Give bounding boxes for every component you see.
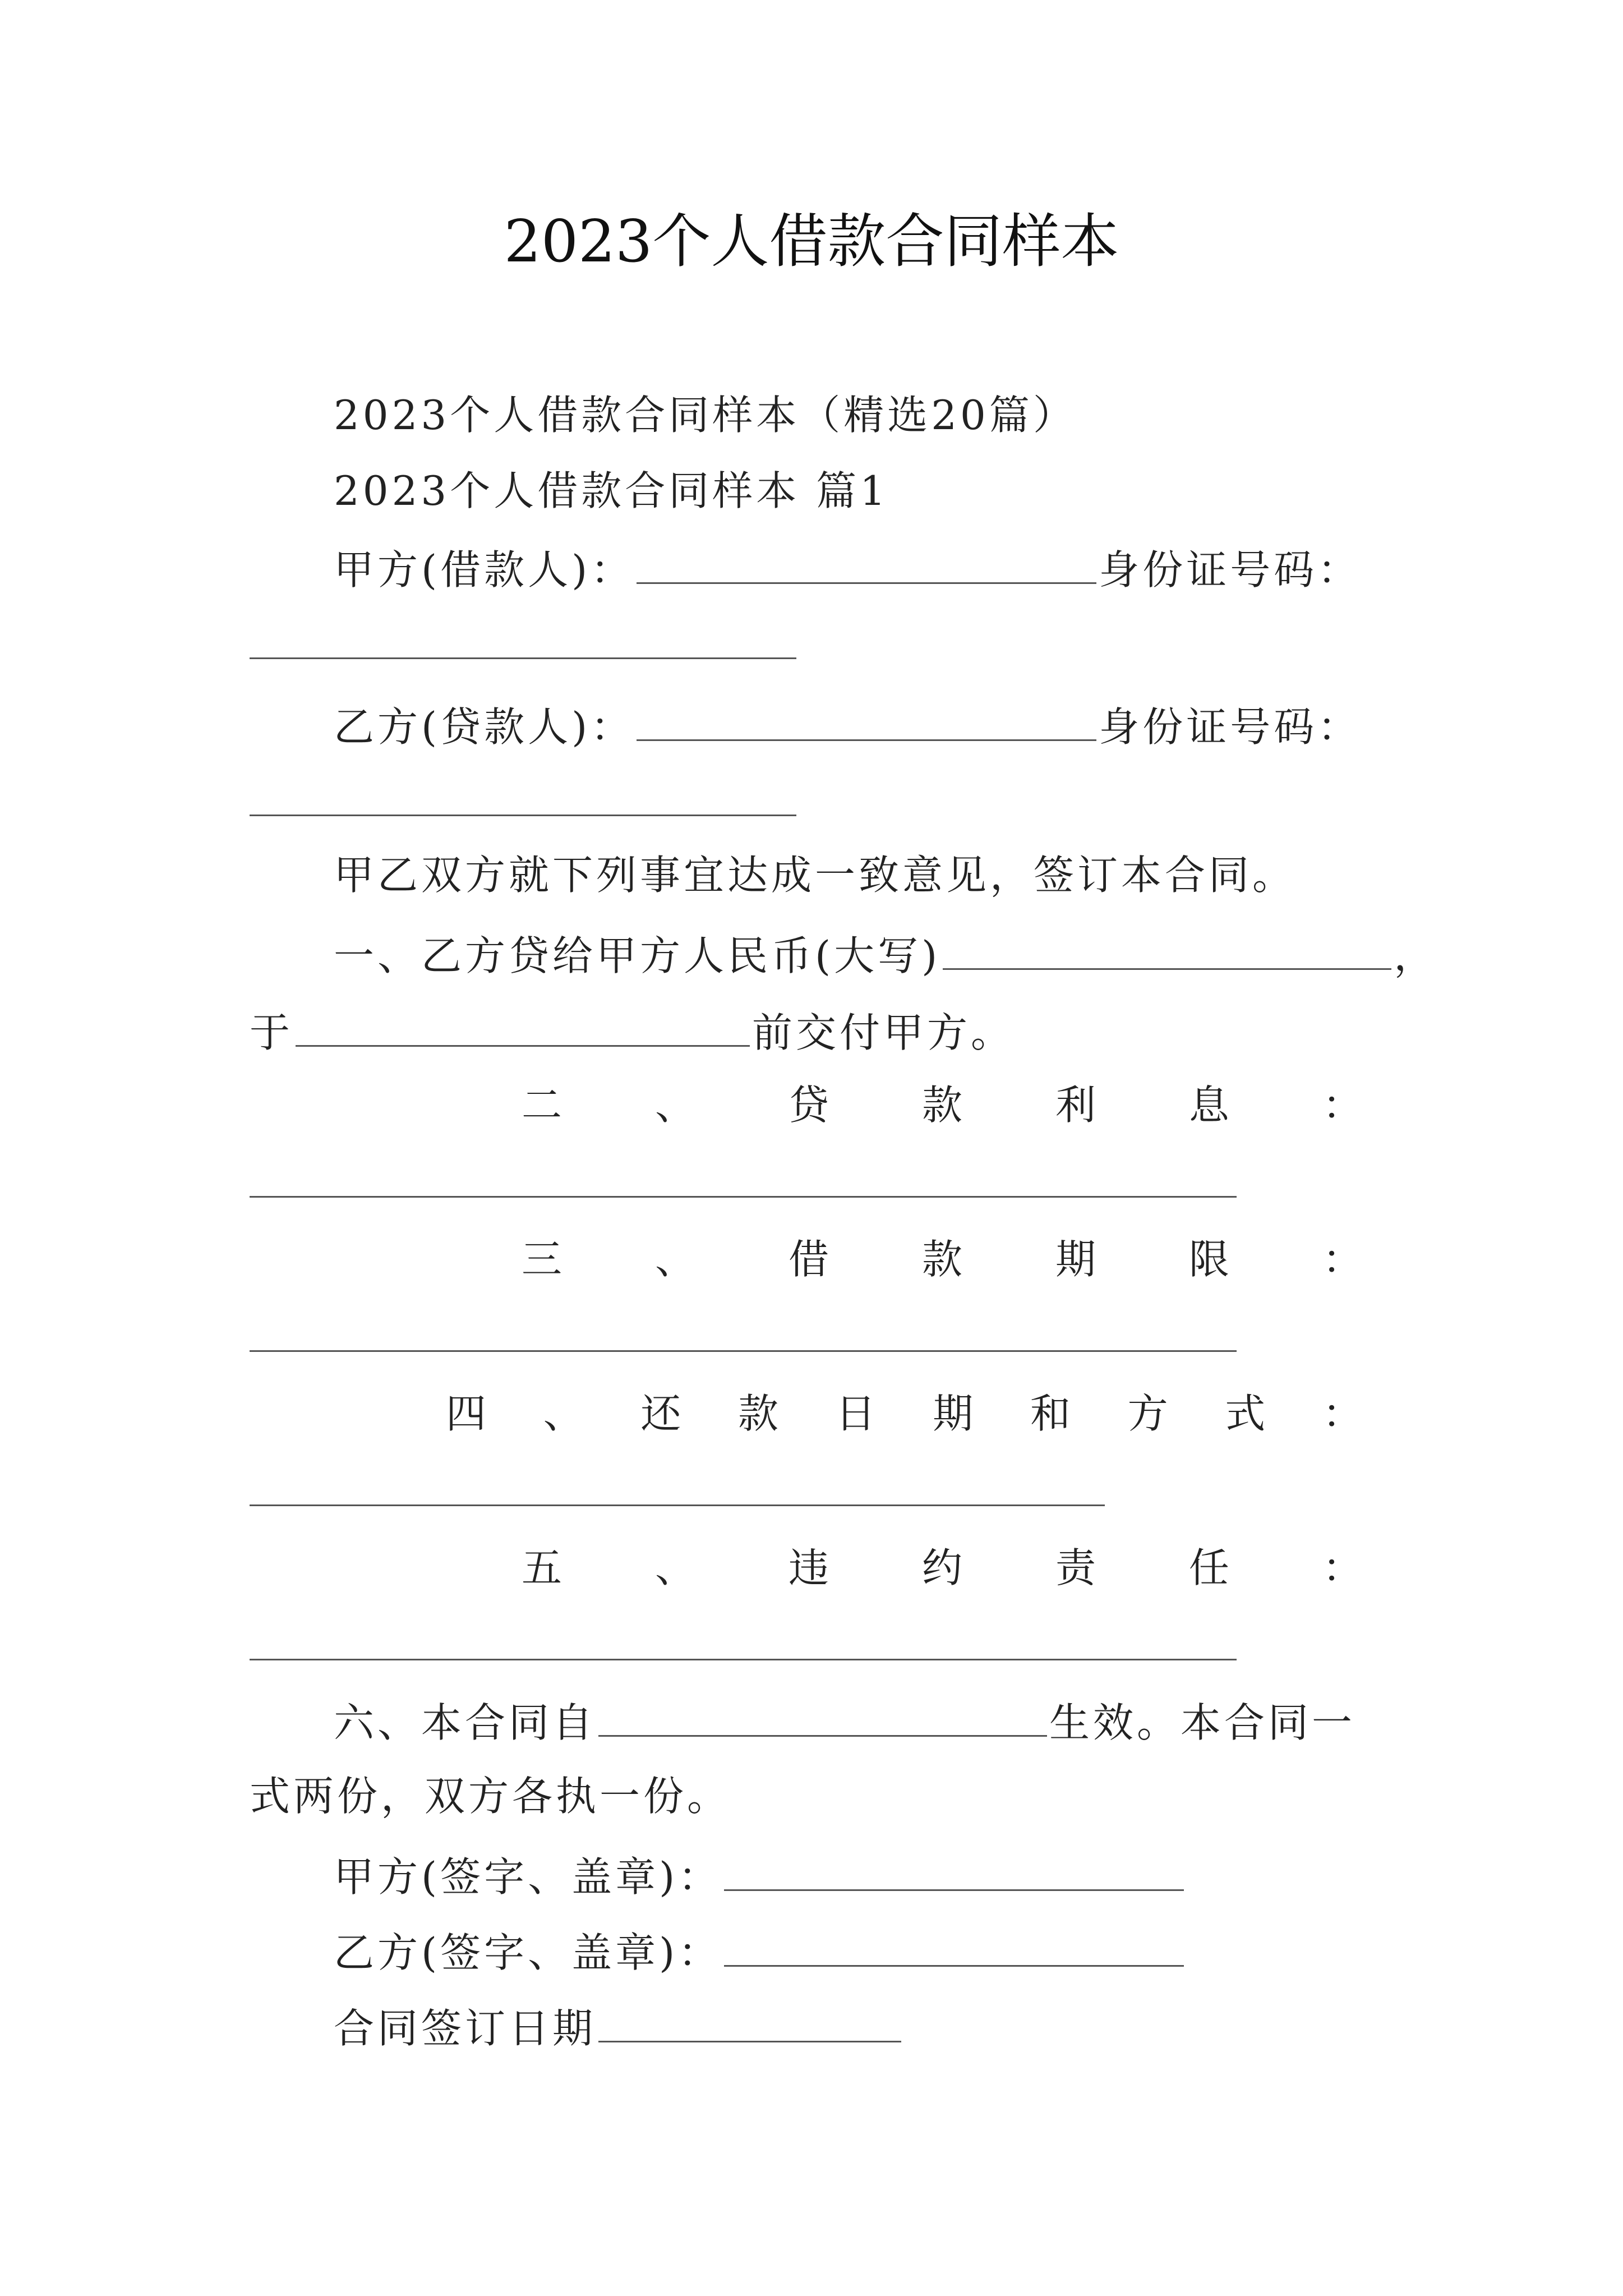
party-b-name-field[interactable] bbox=[637, 696, 1096, 741]
clause-2-char: ： bbox=[1322, 1082, 1363, 1129]
clause-4-char: 和 bbox=[1030, 1390, 1071, 1437]
clause-2-heading bbox=[522, 1077, 1363, 1133]
clause-6-end: 生效。本合同一 bbox=[1049, 1699, 1356, 1746]
party-a-row bbox=[334, 539, 1478, 598]
clause-3-char: ： bbox=[1322, 1236, 1363, 1283]
sign-b-row bbox=[334, 1921, 1478, 1981]
section-heading: 2023个人借款合同样本 篇1 bbox=[334, 467, 889, 514]
party-b-id-field[interactable] bbox=[250, 815, 796, 816]
clause-2-char: 、 bbox=[654, 1082, 695, 1129]
clause-5-char: 违 bbox=[788, 1544, 829, 1591]
party-b-row bbox=[334, 696, 1478, 755]
party-a-name-field[interactable] bbox=[637, 539, 1096, 584]
clause-6-start: 六、本合同自 bbox=[334, 1699, 597, 1746]
clause-1-prefix: 于 bbox=[250, 1009, 294, 1056]
clause-5-char: 约 bbox=[921, 1544, 962, 1591]
sign-a-label: 甲方(签字、盖章)： bbox=[334, 1853, 722, 1901]
clause-3-char: 、 bbox=[654, 1236, 695, 1283]
party-a-id-label: 身份证号码： bbox=[1099, 546, 1362, 593]
clause-5-char: 责 bbox=[1055, 1544, 1096, 1591]
clause-3-heading bbox=[522, 1231, 1363, 1287]
liability-field[interactable] bbox=[250, 1659, 1237, 1660]
sign-date-label: 合同签订日期 bbox=[334, 2005, 597, 2052]
party-a-label: 甲方(借款人)： bbox=[334, 546, 635, 593]
clause-2-char: 二 bbox=[522, 1082, 562, 1129]
clause-2-char: 贷 bbox=[788, 1082, 829, 1129]
clause-1-start: 一、乙方贷给甲方人民币(大写) bbox=[334, 932, 941, 979]
clause-4-char: 、 bbox=[543, 1390, 584, 1437]
subtitle: 2023个人借款合同样本（精选20篇） bbox=[334, 392, 1077, 439]
clause-5-char: 五 bbox=[522, 1544, 562, 1591]
clause-3-char: 限 bbox=[1188, 1236, 1229, 1283]
clause-4-char: 式 bbox=[1225, 1390, 1266, 1437]
clause-1-comma: ， bbox=[1394, 932, 1438, 979]
sign-date-field[interactable] bbox=[598, 1997, 901, 2042]
clause-3-char: 借 bbox=[788, 1236, 829, 1283]
clause-6-row bbox=[334, 1691, 1478, 1751]
sign-a-row bbox=[334, 1846, 1478, 1905]
clause-4-heading bbox=[446, 1386, 1363, 1442]
sign-a-field[interactable] bbox=[724, 1846, 1184, 1891]
clause-1-end: 前交付甲方。 bbox=[752, 1009, 1015, 1056]
clause-4-char: 四 bbox=[446, 1390, 487, 1437]
clause-3-char: 三 bbox=[522, 1236, 562, 1283]
party-b-label: 乙方(贷款人)： bbox=[334, 703, 635, 751]
clause-4-char: 期 bbox=[933, 1390, 974, 1437]
repayment-field[interactable] bbox=[250, 1504, 1105, 1506]
party-a-id-field[interactable] bbox=[250, 657, 796, 659]
clause-5-char: ： bbox=[1322, 1544, 1363, 1591]
clause-4-char: 日 bbox=[835, 1390, 876, 1437]
clause-1-row bbox=[334, 924, 1478, 984]
clause-6-continuation: 式两份，双方各执一份。 bbox=[250, 1773, 731, 1820]
agreement-intro: 甲乙双方就下列事宜达成一致意见，签订本合同。 bbox=[334, 852, 1297, 899]
document-title: 2023个人借款合同样本 bbox=[504, 207, 1119, 275]
clause-2-char: 利 bbox=[1055, 1082, 1096, 1129]
clause-5-char: 、 bbox=[654, 1544, 695, 1591]
clause-4-char: 款 bbox=[737, 1390, 778, 1437]
clause-4-char: ： bbox=[1322, 1390, 1363, 1437]
delivery-date-field[interactable] bbox=[296, 1001, 750, 1047]
party-b-id-label: 身份证号码： bbox=[1099, 703, 1362, 751]
clause-3-char: 期 bbox=[1055, 1236, 1096, 1283]
clause-5-char: 任 bbox=[1188, 1544, 1229, 1591]
clause-4-char: 还 bbox=[640, 1390, 681, 1437]
loan-amount-field[interactable] bbox=[943, 924, 1391, 970]
interest-field[interactable] bbox=[250, 1196, 1237, 1198]
sign-date-row bbox=[334, 1997, 1478, 2056]
clause-1-row-2 bbox=[250, 1001, 1394, 1061]
clause-2-char: 息 bbox=[1188, 1082, 1229, 1129]
clause-2-char: 款 bbox=[921, 1082, 962, 1129]
sign-b-field[interactable] bbox=[724, 1921, 1184, 1967]
clause-4-char: 方 bbox=[1127, 1390, 1168, 1437]
effective-date-field[interactable] bbox=[598, 1691, 1047, 1737]
clause-5-heading bbox=[522, 1540, 1363, 1596]
sign-b-label: 乙方(签字、盖章)： bbox=[334, 1929, 722, 1976]
loan-term-field[interactable] bbox=[250, 1350, 1237, 1352]
clause-3-char: 款 bbox=[921, 1236, 962, 1283]
